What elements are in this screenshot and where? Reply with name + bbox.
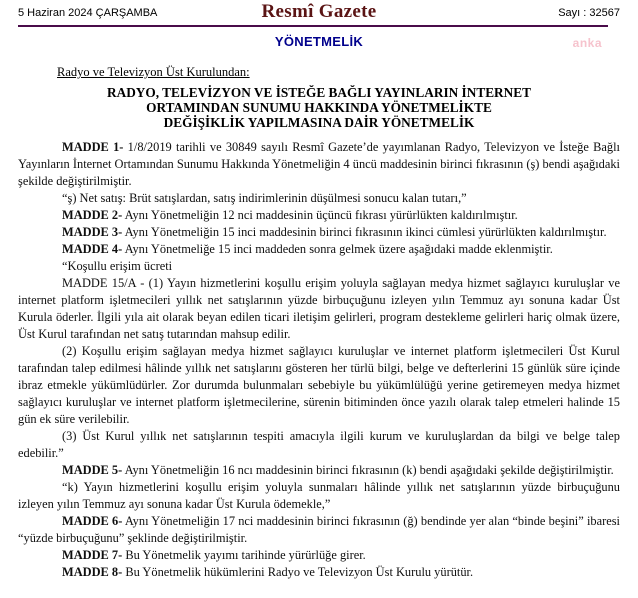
body-paragraph: “k) Yayın hizmetlerini koşullu erişim yoluyla sunmaları hâlinde yıllık net satışlarının yüzde birbuçuğunu izleyen yılın Temmuz ayı sonuna kadar Üst Kurula ödemekle,”	[18, 480, 620, 511]
body-paragraph: MADDE 8- Bu Yönetmelik hükümlerini Radyo ve Televizyon Üst Kurulu yürütür.	[62, 565, 474, 579]
article-label: MADDE 6-	[62, 514, 123, 528]
article-label: MADDE 8-	[62, 565, 123, 579]
regulation-title	[0, 85, 638, 130]
body-paragraph: MADDE 4- Aynı Yönetmeliğe 15 inci maddeden sonra gelmek üzere aşağıdaki madde eklenmiştir.	[62, 242, 553, 256]
body-paragraph: “ş) Net satış: Brüt satışlardan, satış indirimlerinin düşülmesi sonucu kalan tutarı,”	[62, 191, 467, 205]
body-paragraph: MADDE 15/A - (1) Yayın hizmetlerini koşullu erişim yoluyla sağlayan medya hizmet sağlayıcı kuruluşlar ve internet platform işletmecileri yıllık net satışlarının yüzde birbuçuğunu izleyen yılın Temmuz ayı sonuna kadar Üst Kurula öderler. İlgili yıla ait olarak beyan edilen ticari iletişim gelirleri, program destekleme gelirleri hariç olmak üzere, Üst Kurul tarafından net satış tutarından mahsup edilir.	[18, 276, 620, 341]
body-paragraph: MADDE 2- Aynı Yönetmeliğin 12 nci maddesinin üçüncü fıkrası yürürlükten kaldırılmıştır.	[62, 208, 518, 222]
body-paragraph: MADDE 1- 1/8/2019 tarihli ve 30849 sayılı Resmî Gazete’de yayımlanan Radyo, Televizyon ve İsteğe Bağlı Yayınların İnternet Ortamından Sunumu Hakkında Yönetmeliğin 4 üncü maddesinin birinci fıkrasının (ş) bendi aşağıdaki şekilde değiştirilmiştir.	[18, 140, 620, 188]
body-paragraph: (3) Üst Kurul yıllık net satışlarının tespiti amacıyla ilgili kurum ve kuruluşlardan da bilgi ve belge talep edebilir.”	[18, 429, 620, 460]
gazette-date: 5 Haziran 2024 ÇARŞAMBA	[18, 7, 158, 19]
agency-watermark: anka	[572, 36, 602, 50]
body-paragraph: MADDE 6- Aynı Yönetmeliğin 17 nci maddesinin birinci fıkrasının (ğ) bendinde yer alan “binde beşini” ibaresi “yüzde birbuçuğunu” şeklinde değiştirilmiştir.	[18, 514, 620, 545]
body-paragraph: “Koşullu erişim ücreti	[62, 259, 173, 273]
body-paragraph: (2) Koşullu erişim sağlayan medya hizmet sağlayıcı kuruluşlar ve internet platform işletmecileri Üst Kurul tarafından talep edilmesi hâlinde yıllık net satışlarını gösteren her türlü bilgi, belge ve defterlerini 15 günlük süre içinde ibraz etmekle yükümlüdürler. Zor durumda bulunmaları sebebiyle bu yükümlülüğü yerine getiremeyen medya hizmet sağlayıcı kuruluşlar ve internet platform işletmecilerine, sürenin bitiminden önce yazılı olarak talep etmeleri halinde 15 gün ek süre verilebilir.	[18, 344, 620, 426]
article-label: MADDE 7-	[62, 548, 123, 562]
article-label: MADDE 2-	[62, 208, 123, 222]
regulation-title-line-3: DEĞİŞİKLİK YAPILMASINA DAİR YÖNETMELİK	[163, 115, 475, 130]
gazette-title: Resmî Gazete	[261, 1, 377, 22]
masthead	[0, 0, 638, 25]
header-divider	[18, 25, 608, 27]
issuing-authority: Radyo ve Televizyon Üst Kurulundan:	[57, 65, 250, 79]
section-banner	[0, 34, 638, 54]
body-paragraph: MADDE 7- Bu Yönetmelik yayımı tarihinde yürürlüğe girer.	[62, 548, 366, 562]
gazette-issue-number: Sayı : 32567	[558, 7, 620, 19]
article-label: MADDE 5-	[62, 463, 123, 477]
document-body	[18, 139, 620, 581]
body-paragraph: MADDE 3- Aynı Yönetmeliğin 15 inci maddesinin birinci fıkrasının ikinci cümlesi yürürlükten kaldırılmıştır.	[62, 225, 607, 239]
section-title: YÖNETMELİK	[274, 34, 364, 49]
regulation-title-line-2: ORTAMINDAN SUNUMU HAKKINDA YÖNETMELİKTE	[146, 100, 492, 115]
article-label: MADDE 3-	[62, 225, 123, 239]
article-label: MADDE 1-	[62, 140, 124, 154]
regulation-title-line-1: RADYO, TELEVİZYON VE İSTEĞE BAĞLI YAYINLARIN İNTERNET	[106, 85, 532, 100]
body-paragraph: MADDE 5- Aynı Yönetmeliğin 16 ncı maddesinin birinci fıkrasının (k) bendi aşağıdaki şekilde değiştirilmiştir.	[62, 463, 614, 477]
article-label: MADDE 4-	[62, 242, 123, 256]
